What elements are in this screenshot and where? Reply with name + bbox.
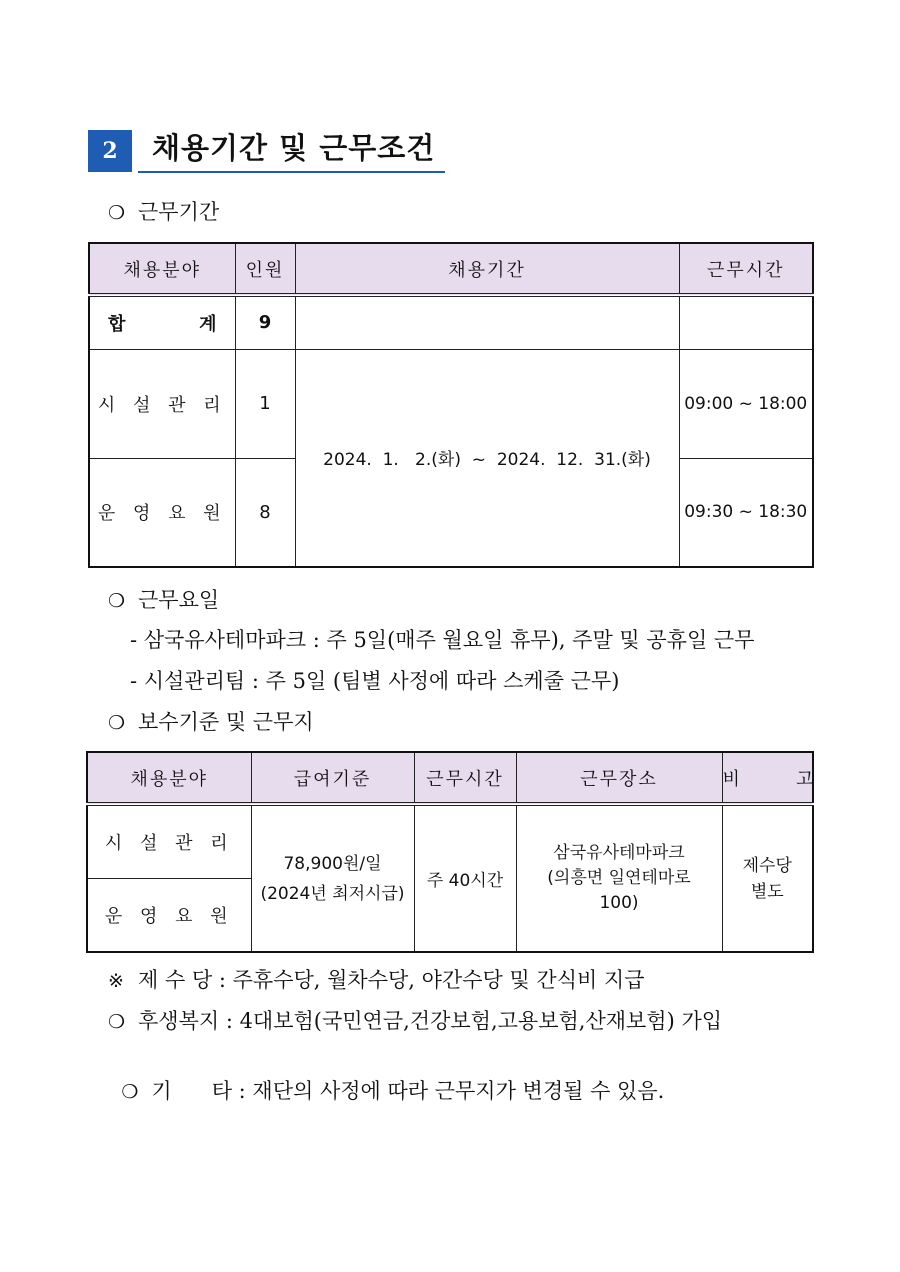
table-row (89, 349, 813, 458)
row-count: 1 (235, 349, 295, 458)
row-hours: 09:30 ~ 18:30 (679, 458, 813, 567)
pay-hours: 주 40시간 (414, 804, 516, 952)
period-header-range: 채용기간 (295, 243, 679, 295)
section-title: 채용기간 및 근무조건 (152, 131, 436, 165)
pay-header-hours: 근무시간 (414, 752, 516, 804)
period-header-hours: 근무시간 (679, 243, 813, 295)
pay-header-place: 근무장소 (516, 752, 722, 804)
pay-note: 제수당 별도 (722, 804, 813, 952)
pay-table (86, 751, 814, 953)
note-line: ※ 제 수 당 : 주휴수당, 월차수당, 야간수당 및 간식비 지급 (108, 965, 645, 996)
pay-heading: ❍ 보수기준 및 근무지 (108, 707, 314, 738)
total-range (295, 295, 679, 349)
period-total-row (89, 295, 813, 349)
row-count: 8 (235, 458, 295, 567)
bullet-circle-icon: ❍ (108, 712, 126, 734)
section-number: 2 (88, 130, 132, 172)
row-field: 운 영 요 원 (89, 458, 235, 567)
pay-place: 삼국유사테마파크 (의흥면 일연테마로 100) (516, 804, 722, 952)
bullet-circle-icon: ❍ (108, 590, 126, 612)
pay-header-field: 채용분야 (87, 752, 251, 804)
pay-header-note: 비 고 (722, 752, 813, 804)
total-hours (679, 295, 813, 349)
reference-mark-icon: ※ (108, 970, 124, 992)
workdays-item: - 삼국유사테마파크 : 주 5일(매주 월요일 휴무), 주말 및 공휴일 근무 (130, 628, 755, 652)
workdays-heading: ❍ 근무요일 (108, 585, 219, 616)
section-underline (138, 171, 445, 173)
workdays-item: - 시설관리팀 : 주 5일 (팀별 사정에 따라 스케줄 근무) (130, 669, 620, 693)
period-heading: ❍ 근무기간 (108, 197, 219, 228)
period-header-count: 인원 (235, 243, 295, 295)
period-table (88, 242, 814, 568)
pay-field: 시 설 관 리 (87, 804, 251, 878)
bullet-circle-icon: ❍ (108, 1011, 126, 1033)
bullet-circle-icon: ❍ (108, 202, 126, 224)
row-field: 시 설 관 리 (89, 349, 235, 458)
bullet-circle-icon: ❍ (121, 1081, 139, 1103)
note-line: ❍ 후생복지 : 4대보험(국민연금,건강보험,고용보험,산재보험) 가입 (108, 1006, 722, 1037)
row-hours: 09:00 ~ 18:00 (679, 349, 813, 458)
date-range: 2024. 1. 2.(화) ~ 2024. 12. 31.(화) (295, 349, 679, 567)
pay-wage: 78,900원/일 (2024년 최저시급) (251, 804, 414, 952)
total-label: 합 계 (89, 295, 235, 349)
note-line: ❍ 기 타 : 재단의 사정에 따라 근무지가 변경될 수 있음. (108, 1046, 664, 1107)
pay-header-wage: 급여기준 (251, 752, 414, 804)
period-header-field: 채용분야 (89, 243, 235, 295)
total-count: 9 (235, 295, 295, 349)
pay-field: 운 영 요 원 (87, 878, 251, 952)
